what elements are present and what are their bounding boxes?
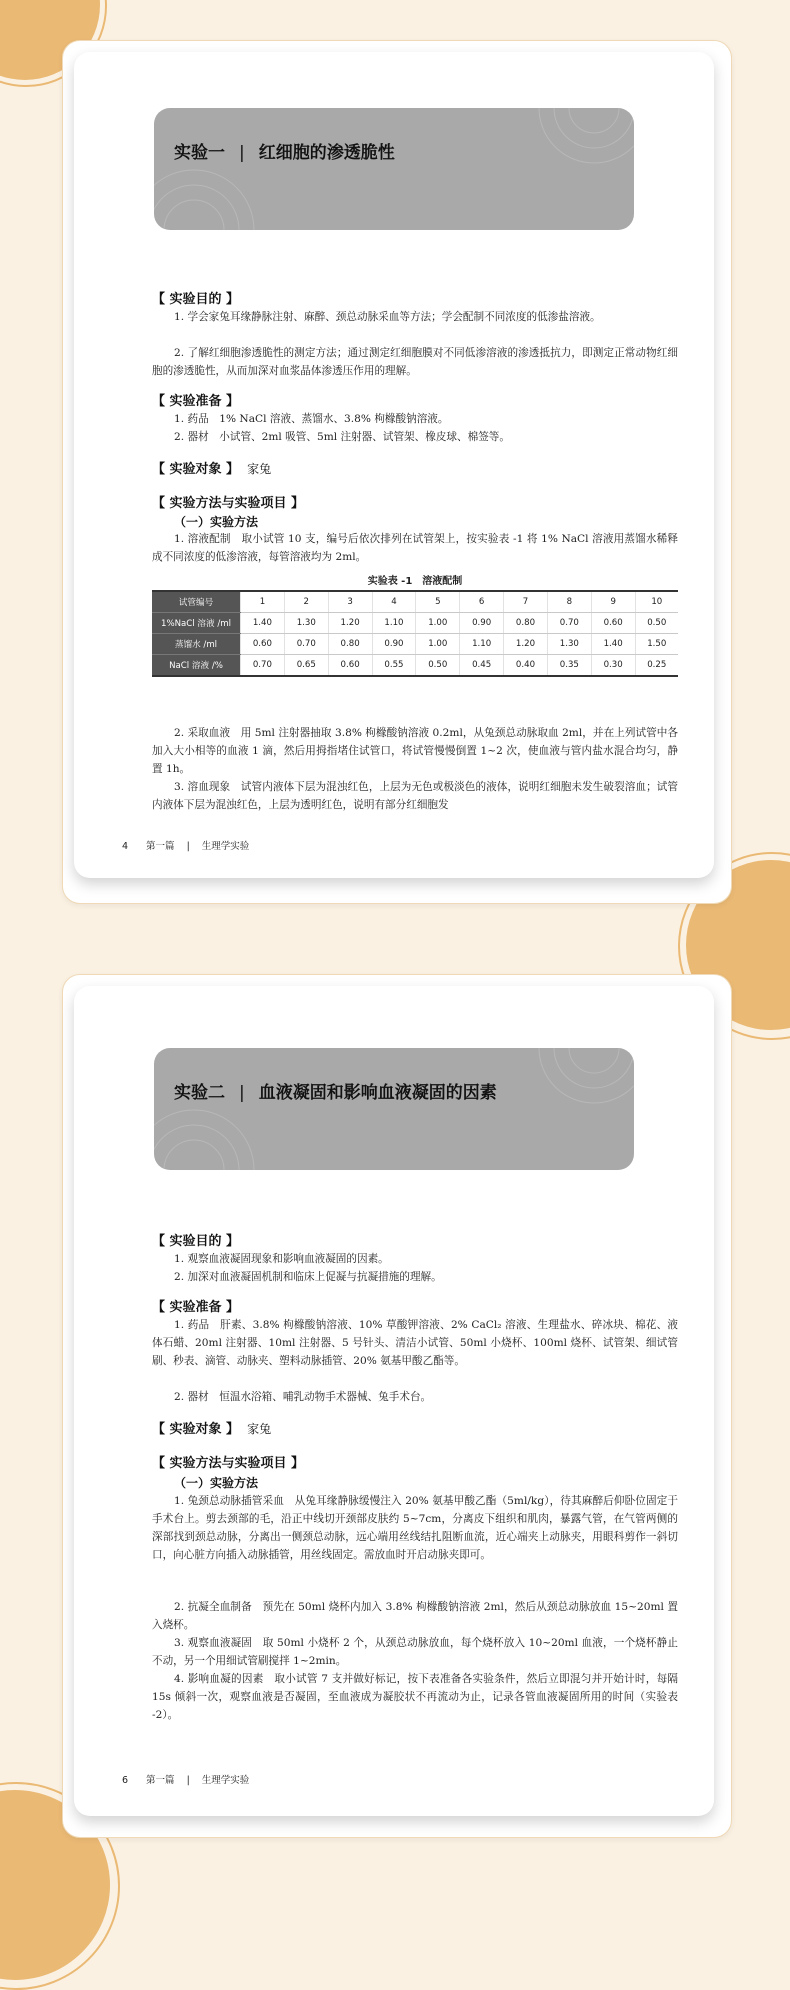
footer-book: 生理学实验: [201, 841, 250, 852]
section-heading-prep: 【 实验准备 】: [152, 1300, 240, 1315]
table-cell: 0.50: [635, 613, 678, 634]
banner-floral-pattern: [154, 1048, 634, 1170]
prep-item-2: 2. 器材 恒温水浴箱、哺乳动物手术器械、兔手术台。: [174, 1391, 432, 1403]
experiment-number: 实验一: [174, 143, 225, 163]
table-col-header: 2: [284, 591, 328, 613]
table-cell: 0.25: [635, 655, 678, 677]
experiment-name: 红细胞的渗透脆性: [258, 143, 395, 163]
table-row: [152, 634, 678, 655]
table-cell: 0.90: [372, 634, 416, 655]
table-cell: 0.35: [547, 655, 591, 677]
section-heading-purpose: 【 实验目的 】: [152, 292, 240, 307]
table-col-header: 1: [241, 591, 285, 613]
table-cell: 1.00: [416, 634, 460, 655]
table-col-header: 9: [591, 591, 635, 613]
table-cell: 1.30: [547, 634, 591, 655]
purpose-item-2: 2. 了解红细胞渗透脆性的测定方法；通过测定红细胞膜对不同低渗溶液的渗透抵抗力，即测定正常动物红细胞的渗透脆性，从而加深对血浆晶体渗透压作用的理解。: [152, 347, 678, 377]
table-cell: 0.45: [460, 655, 504, 677]
purpose-item-2: 2. 加深对血液凝固机制和临床上促凝与抗凝措施的理解。: [174, 1271, 442, 1283]
solution-table: [152, 590, 678, 677]
table-cell: 0.60: [591, 613, 635, 634]
table-col-header: 8: [547, 591, 591, 613]
prep-item-2: 2. 器材 小试管、2ml 吸管、5ml 注射器、试管架、橡皮球、棉签等。: [174, 431, 510, 443]
prep-item-1: 1. 药品 1% NaCl 溶液、蒸馏水、3.8% 枸橼酸钠溶液。: [174, 413, 449, 425]
banner-floral-pattern: [154, 108, 634, 230]
table-cell: 0.55: [372, 655, 416, 677]
experiment-2-banner: [154, 1048, 634, 1170]
section-heading-subject: 【 实验对象 】 家兔: [152, 462, 272, 477]
experiment-number: 实验二: [174, 1083, 225, 1103]
method-item-2: 2. 抗凝全血制备 预先在 50ml 烧杯内加入 3.8% 枸橼酸钠溶液 2ml，然后从颈总动脉放血 15~20ml 置入烧杯。: [152, 1601, 678, 1631]
after-table-item-3: 3. 溶血现象 试管内液体下层为混浊红色，上层为无色或极淡色的液体，说明红细胞未发生破裂溶血；试管内液体下层为混浊红色，上层为透明红色，说明有部分红细胞发: [152, 781, 678, 811]
table-cell: 0.60: [241, 634, 285, 655]
table-cell: 1.40: [241, 613, 285, 634]
table-row-label: NaCl 溶液 /%: [152, 655, 241, 677]
method-item-1: 1. 溶液配制 取小试管 10 支，编号后依次排列在试管架上，按实验表 -1 将 1% NaCl 溶液用蒸馏水稀释成不同浓度的低渗溶液，每管溶液均为 2ml。: [152, 533, 678, 563]
table-cell: 1.50: [635, 634, 678, 655]
table-row: [152, 655, 678, 677]
table-cell: 1.00: [416, 613, 460, 634]
experiment-2-title: [174, 1078, 497, 1103]
table-cell: 1.10: [460, 634, 504, 655]
page-1: [74, 52, 714, 878]
table-cell: 0.50: [416, 655, 460, 677]
table-cell: 0.80: [328, 634, 372, 655]
prep-item-1: 1. 药品 肝素、3.8% 枸橼酸钠溶液、10% 草酸钾溶液、2% CaCl₂ 溶液、生理盐水、碎冰块、棉花、液体石蜡、20ml 注射器、10ml 注射器、5 号针头、清洁小试管、50ml 小烧杯、100ml 烧杯、试管架、细试管刷、秒表、滴管、动脉夹、塑料动脉插管、20% 氨基甲酸乙酯等。: [152, 1319, 678, 1367]
table-cell: 1.10: [372, 613, 416, 634]
table-cell: 0.30: [591, 655, 635, 677]
table-cell: 0.90: [460, 613, 504, 634]
table-cell: 0.40: [504, 655, 548, 677]
table-col-header: 3: [328, 591, 372, 613]
page-2-footer: 6 第一篇 | 生理学实验: [122, 1775, 250, 1786]
section-heading-purpose: 【 实验目的 】: [152, 1234, 240, 1249]
table-row-label: 蒸馏水 /ml: [152, 634, 241, 655]
footer-book: 生理学实验: [201, 1775, 250, 1786]
table-col-header: 4: [372, 591, 416, 613]
table-header-row: [152, 591, 678, 613]
table-1-title: 实验表 -1 溶液配制: [367, 576, 463, 587]
method-subheading: （一）实验方法: [174, 1476, 259, 1490]
footer-part: 第一篇: [146, 1775, 175, 1786]
table-cell: 0.65: [284, 655, 328, 677]
table-col-header: 5: [416, 591, 460, 613]
page-number: 6: [122, 1775, 129, 1786]
table-cell: 0.80: [504, 613, 548, 634]
table-cell: 0.70: [547, 613, 591, 634]
experiment-name: 血液凝固和影响血液凝固的因素: [258, 1083, 497, 1103]
method-item-4: 4. 影响血凝的因素 取小试管 7 支并做好标记，按下表准备各实验条件，然后立即混匀并开始计时，每隔 15s 倾斜一次，观察血液是否凝固，至血液成为凝胶状不再流动为止，记录各管血液凝固所用的时间（实验表 -2）。: [152, 1673, 678, 1721]
experiment-1-title: [174, 138, 395, 163]
purpose-item-1: 1. 学会家兔耳缘静脉注射、麻醉、颈总动脉采血等方法；学会配制不同浓度的低渗盐溶液。: [174, 311, 601, 323]
after-table-item-2: 2. 采取血液 用 5ml 注射器抽取 3.8% 枸橼酸钠溶液 0.2ml，从兔颈总动脉取血 2ml，并在上列试管中各加入大小相等的血液 1 滴，然后用拇指堵住试管口，将试管慢慢倒置 1~2 次，使血液与管内盐水混合均匀，静置 1h。: [152, 727, 678, 775]
table-cell: 0.70: [241, 655, 285, 677]
table-cell: 0.70: [284, 634, 328, 655]
page-1-footer: 4 第一篇 | 生理学实验: [122, 841, 250, 852]
table-header-label: 试管编号: [152, 591, 241, 613]
section-heading-subject: 【 实验对象 】 家兔: [152, 1422, 272, 1437]
footer-part: 第一篇: [146, 841, 175, 852]
subject-value: 家兔: [247, 462, 272, 476]
method-item-1: 1. 兔颈总动脉插管采血 从兔耳缘静脉缓慢注入 20% 氨基甲酸乙酯（5ml/kg），待其麻醉后仰卧位固定于手术台上。剪去颈部的毛，沿正中线切开颈部皮肤约 5~7cm，分离皮下组织和肌肉，暴露气管，在气管两侧的深部找到颈总动脉，分离出一侧颈总动脉，远心端用丝线结扎阻断血流，近心端夹上动脉夹，用眼科剪作一斜切口，向心脏方向插入动脉插管，用丝线固定。需放血时开启动脉夹即可。: [152, 1495, 678, 1561]
page-2: [74, 986, 714, 1816]
experiment-1-banner: [154, 108, 634, 230]
table-col-header: 7: [504, 591, 548, 613]
section-heading-method: 【 实验方法与实验项目 】: [152, 496, 305, 511]
table-cell: 1.30: [284, 613, 328, 634]
table-cell: 1.20: [504, 634, 548, 655]
table-row-label: 1%NaCl 溶液 /ml: [152, 613, 241, 634]
table-cell: 0.60: [328, 655, 372, 677]
table-cell: 1.20: [328, 613, 372, 634]
subject-value: 家兔: [247, 1422, 272, 1436]
method-item-3: 3. 观察血液凝固 取 50ml 小烧杯 2 个，从颈总动脉放血，每个烧杯放入 10~20ml 血液，一个烧杯静止不动，另一个用细试管刷搅拌 1~2min。: [152, 1637, 678, 1667]
table-cell: 1.40: [591, 634, 635, 655]
section-heading-prep: 【 实验准备 】: [152, 394, 240, 409]
title-separator: |: [239, 1083, 245, 1103]
title-separator: |: [239, 143, 245, 163]
table-col-header: 10: [635, 591, 678, 613]
purpose-item-1: 1. 观察血液凝固现象和影响血液凝固的因素。: [174, 1253, 389, 1265]
section-heading-method: 【 实验方法与实验项目 】: [152, 1456, 305, 1471]
table-row: [152, 613, 678, 634]
page-number: 4: [122, 841, 129, 852]
table-col-header: 6: [460, 591, 504, 613]
method-subheading: （一）实验方法: [174, 515, 259, 529]
